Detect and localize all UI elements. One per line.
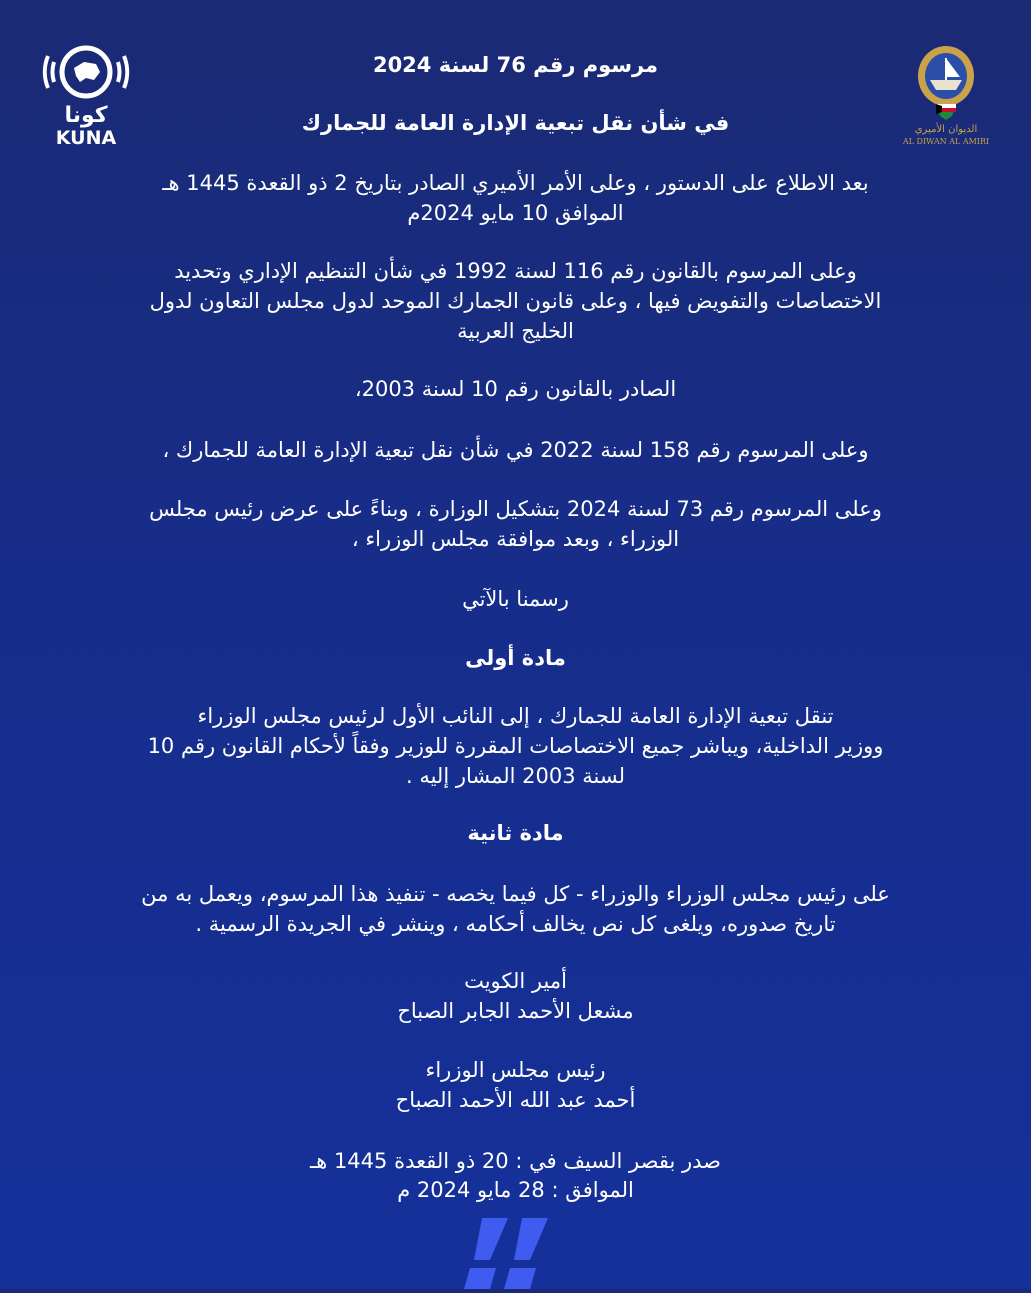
- decree-subtitle: في شأن نقل تبعية الإدارة العامة للجمارك: [301, 111, 730, 135]
- emir-name: مشعل الأحمد الجابر الصباح: [397, 999, 634, 1023]
- article1-line1: تنقل تبعية الإدارة العامة للجمارك ، إلى النائب الأول لرئيس مجلس الوزراء: [197, 704, 834, 728]
- preamble-p2-line1: وعلى المرسوم بالقانون رقم 116 لسنة 1992 في شأن التنظيم الإداري وتحديد: [174, 259, 857, 283]
- decree-title: مرسوم رقم 76 لسنة 2024: [372, 53, 659, 77]
- preamble-p4-line1: وعلى المرسوم رقم 158 لسنة 2022 في شأن نقل تبعية الإدارة العامة للجمارك ،: [162, 438, 869, 462]
- preamble-p5-line2: الوزراء ، وبعد موافقة مجلس الوزراء ،: [351, 527, 680, 551]
- emir-title: أمير الكويت: [464, 969, 567, 993]
- article1-line2: ووزير الداخلية، ويباشر جميع الاختصاصات المقررة للوزير وفقاً لأحكام القانون رقم 10: [147, 734, 884, 758]
- kuna-logo-text-ar: كونا: [64, 103, 108, 128]
- quote-mark-icon: [460, 1212, 570, 1289]
- issuance-gregorian-date: الموافق : 28 مايو 2024 م: [397, 1178, 634, 1202]
- pm-name: أحمد عبد الله الأحمد الصباح: [395, 1088, 636, 1112]
- decreed-statement: رسمنا بالآتي: [462, 587, 569, 611]
- preamble-p2-line2: الاختصاصات والتفويض فيها ، وعلى قانون الجمارك الموحد لدول مجلس التعاون لدول: [149, 289, 882, 313]
- article2-line2: تاريخ صدوره، ويلغى كل نص يخالف أحكامه ، وينشر في الجريدة الرسمية .: [195, 912, 836, 936]
- preamble-p2-line3: الخليج العربية: [457, 319, 574, 343]
- article2-heading: مادة ثانية: [467, 821, 564, 845]
- preamble-p5-line1: وعلى المرسوم رقم 73 لسنة 2024 بتشكيل الوزارة ، وبناءً على عرض رئيس مجلس: [149, 497, 882, 521]
- issuance-place-date: صدر بقصر السيف في : 20 ذو القعدة 1445 هـ: [310, 1149, 721, 1173]
- preamble-p1-line2: الموافق 10 مايو 2024م: [407, 201, 624, 225]
- kuna-logo-text-en: KUNA: [55, 127, 117, 149]
- pm-title: رئيس مجلس الوزراء: [425, 1058, 606, 1082]
- preamble-p1-line1: بعد الاطلاع على الدستور ، وعلى الأمر الأميري الصادر بتاريخ 2 ذو القعدة 1445 هـ: [162, 171, 869, 195]
- diwan-logo-text-ar: الديوان الأميري: [914, 124, 978, 135]
- article2-line1: على رئيس مجلس الوزراء والوزراء - كل فيما يخصه - تنفيذ هذا المرسوم، ويعمل به من: [141, 882, 890, 906]
- diwan-logo-text-en: AL DIWAN AL AMIRI: [902, 137, 990, 146]
- article1-heading: مادة أولى: [465, 646, 566, 670]
- preamble-p3-line1: الصادر بالقانون رقم 10 لسنة 2003،: [354, 377, 677, 401]
- article1-line3: لسنة 2003 المشار إليه .: [405, 764, 626, 788]
